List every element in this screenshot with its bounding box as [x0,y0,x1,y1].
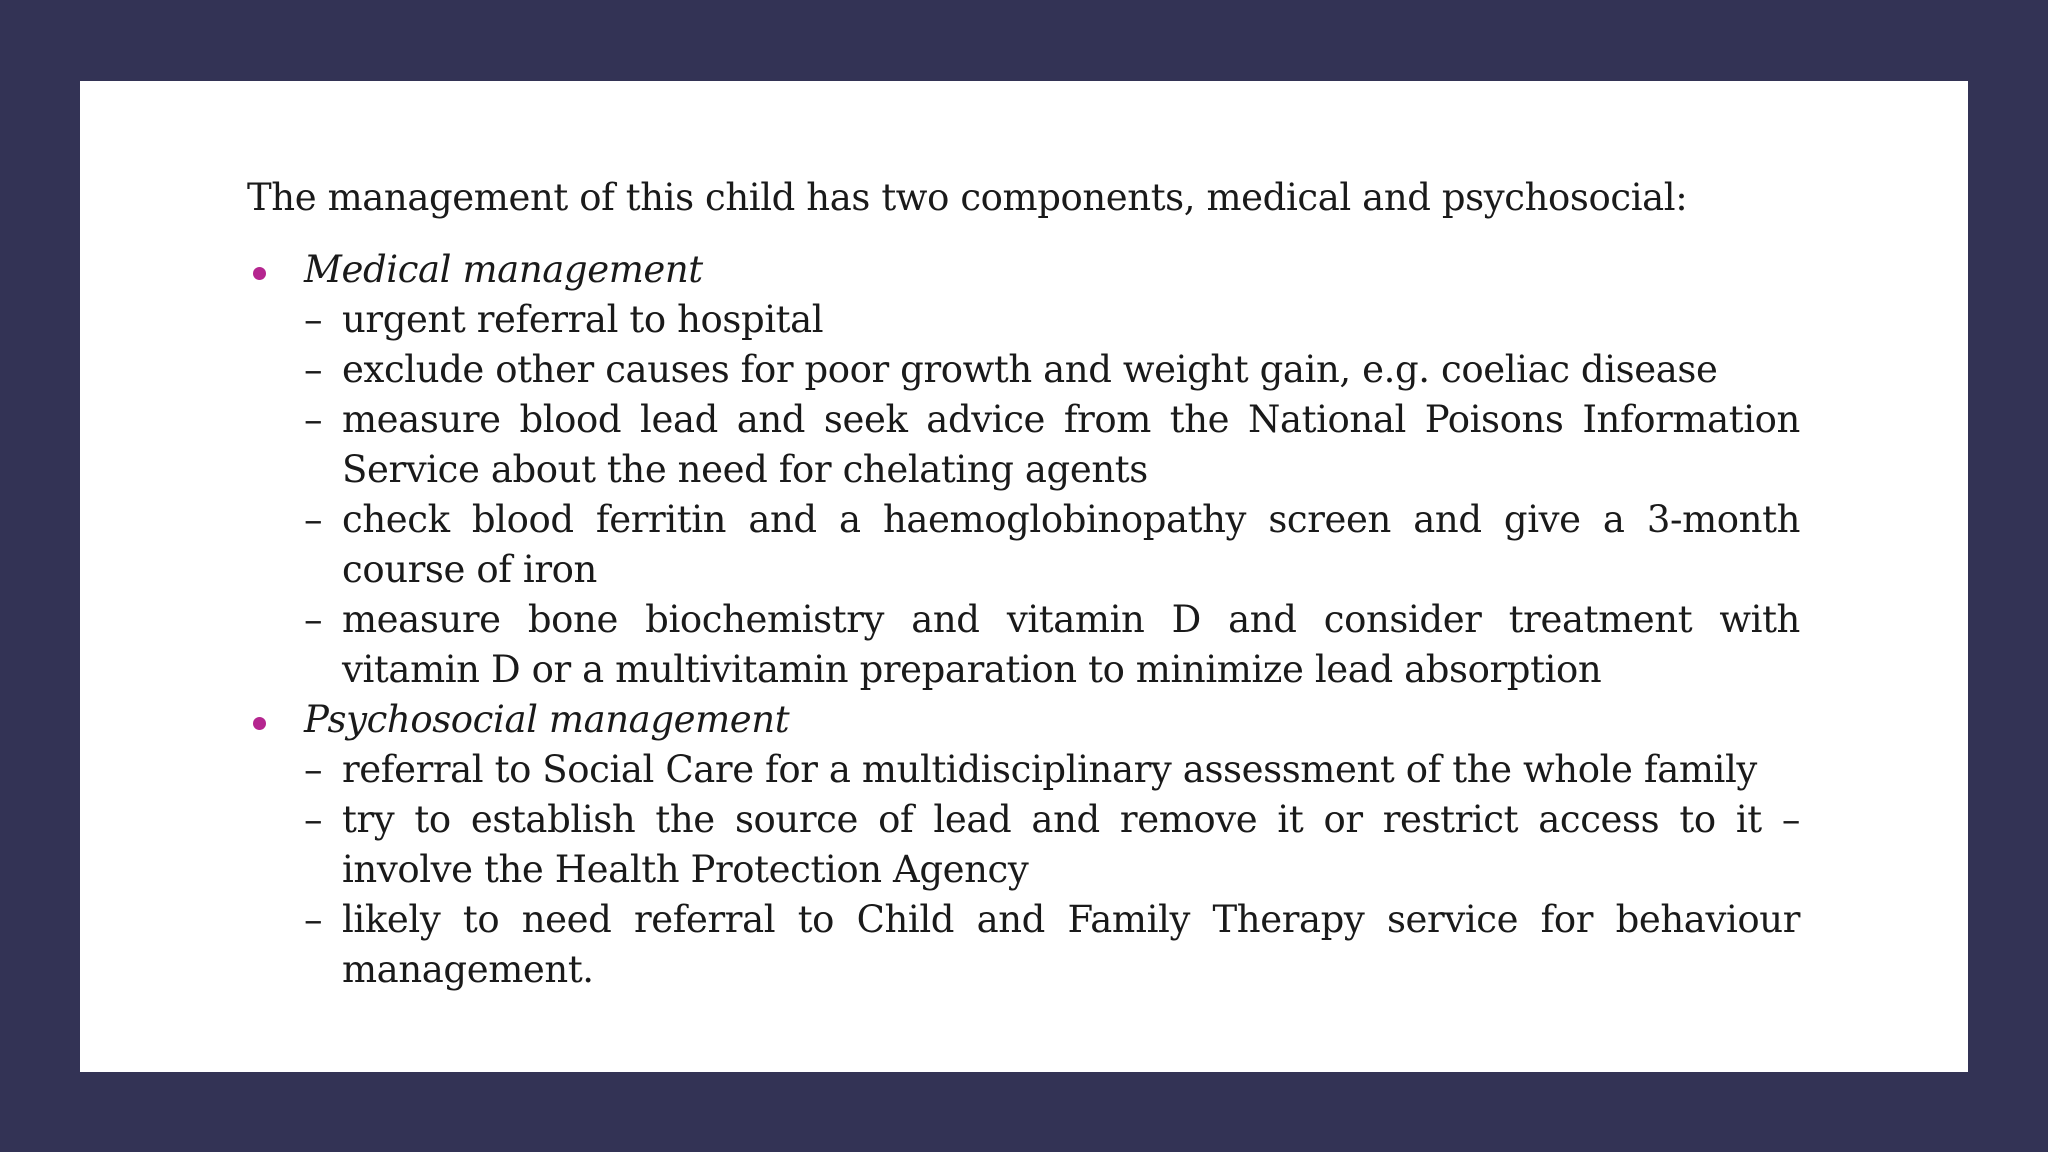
list-item [304,495,1800,595]
list-item-text: measure blood lead and seek advice from the National Poisons Information Service about the need for chelating agents [342,398,1800,491]
list-item [304,345,1800,395]
section-title-text: Psychosocial management [304,698,790,741]
list-item-text: urgent referral to hospital [342,298,824,341]
list-item-text: check blood ferritin and a haemoglobinopathy screen and give a 3-month course of iron [342,498,1800,591]
dash-icon: – [304,898,323,941]
slide-page [80,81,1968,1072]
section-title-text: Medical management [304,248,703,291]
list-item [304,295,1800,345]
medical-items-list [247,295,1800,695]
dash-icon: – [304,598,323,641]
list-item-text: exclude other causes for poor growth and weight gain, e.g. coeliac disease [342,348,1718,391]
dash-icon: – [304,398,323,441]
bullet-dot-icon [253,717,266,730]
list-item-text: referral to Social Care for a multidisciplinary assessment of the whole family [342,748,1757,791]
list-item [304,595,1800,695]
section-psychosocial [247,695,1800,995]
dash-icon: – [304,298,323,341]
list-item-text: likely to need referral to Child and Family Therapy service for behaviour management. [342,898,1800,991]
section-title [247,695,1800,745]
list-item-text: measure bone biochemistry and vitamin D and consider treatment with vitamin D or a multivitamin preparation to minimize lead absorption [342,598,1800,691]
psychosocial-items-list [247,745,1800,995]
slide-content [247,173,1800,995]
dash-icon: – [304,798,323,841]
list-item [304,745,1800,795]
section-medical [247,245,1800,695]
bullet-dot-icon [253,267,266,280]
intro-text: The management of this child has two components, medical and psychosocial: [247,176,1688,219]
list-item [304,895,1800,995]
dash-icon: – [304,348,323,391]
list-item [304,795,1800,895]
list-item [304,395,1800,495]
dash-icon: – [304,748,323,791]
section-title [247,245,1800,295]
list-item-text: try to establish the source of lead and remove it or restrict access to it – involve the Health Protection Agency [342,798,1800,891]
dash-icon: – [304,498,323,541]
